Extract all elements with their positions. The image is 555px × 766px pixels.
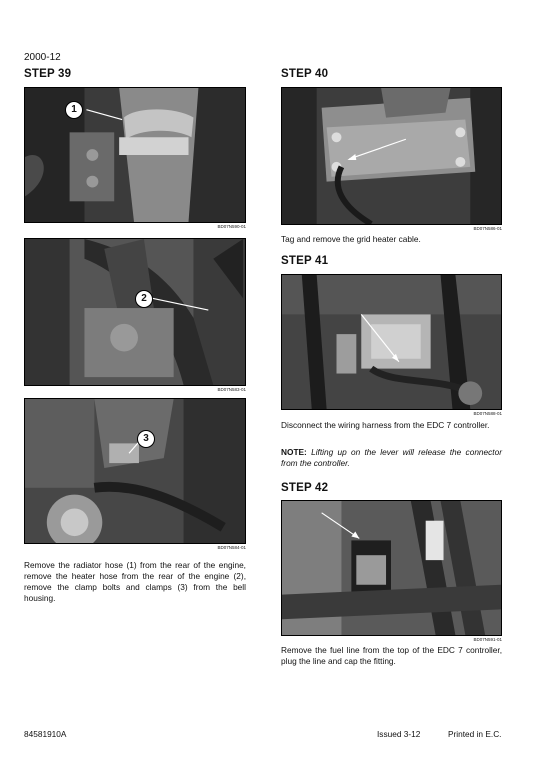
step-39-photo-heater-hose [24,238,246,386]
figure-id: BD07N584-01 [217,545,246,550]
callout-3: 3 [137,430,155,448]
page-section-number: 2000-12 [24,52,61,63]
step-41-title: STEP 41 [281,255,329,267]
step-42-photo-fuel-line [281,500,502,636]
step-41-note [281,447,502,469]
step-42-title: STEP 42 [281,482,329,494]
step-39-photo-radiator-hose [24,87,246,223]
footer-doc-number: 84581910A [24,729,67,739]
footer-printed: Printed in E.C. [448,729,502,739]
figure-id: BD07N590-01 [217,224,246,229]
note-label: NOTE: [281,447,307,457]
step-39-instructions: Remove the radiator hose (1) from the rear of the engine, remove the heater hose from the rear of the engine (2), remove the clamp bolts and clamps (3) from the bell housing. [24,560,246,603]
step-40-instructions: Tag and remove the grid heater cable. [281,234,421,244]
step-39-photo-clamp-bolts [24,398,246,544]
figure-id: BD07N591-01 [473,637,502,642]
step-39-title: STEP 39 [24,68,72,80]
note-text: Lifting up on the lever will release the connector from the controller. [281,447,502,468]
figure-id: BD07N586-01 [473,226,502,231]
step-40-title: STEP 40 [281,68,329,80]
callout-2: 2 [135,290,153,308]
footer-issued: Issued 3-12 [377,729,421,739]
figure-id: BD07N588-01 [473,411,502,416]
step-42-instructions: Remove the fuel line from the top of the EDC 7 controller, plug the line and cap the fitting. [281,645,502,666]
step-40-photo-grid-heater [281,87,502,225]
step-41-instructions: Disconnect the wiring harness from the EDC 7 controller. [281,420,490,430]
figure-id: BD07N583-01 [217,387,246,392]
step-41-photo-wiring-harness [281,274,502,410]
callout-1: 1 [65,101,83,119]
